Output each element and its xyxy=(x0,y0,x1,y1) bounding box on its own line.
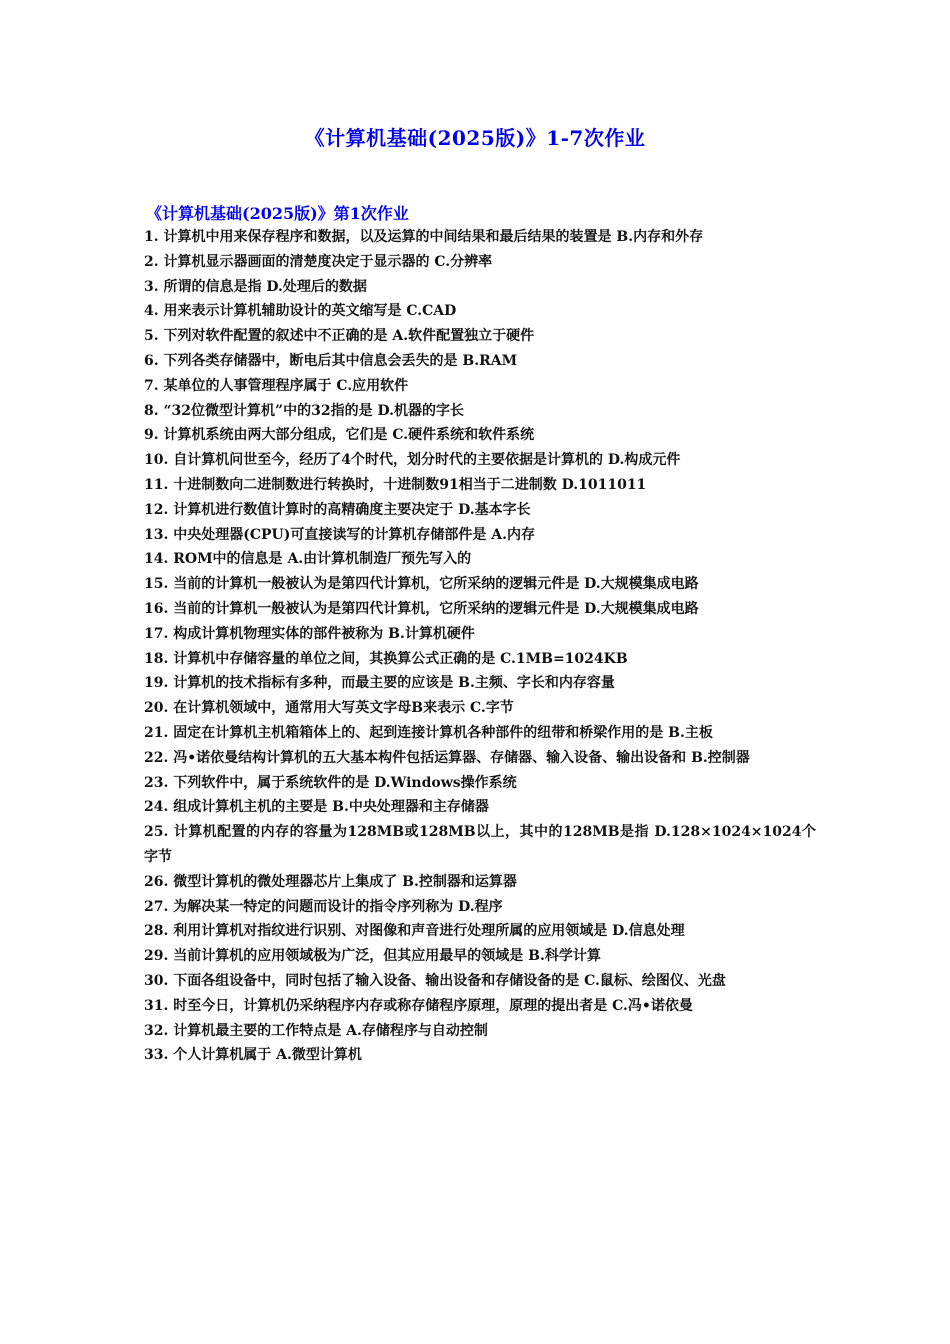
question-item xyxy=(144,746,816,771)
question-text: 微型计算机的微处理器芯片上集成了 xyxy=(173,873,398,890)
question-item xyxy=(144,349,816,374)
answer-text: C.CAD xyxy=(406,303,457,320)
answer-text: B.科学计算 xyxy=(528,948,601,965)
question-item xyxy=(144,597,816,622)
question-number: 26. xyxy=(144,873,169,890)
question-number: 23. xyxy=(144,774,169,791)
question-text: 自计算机问世至今，经历了4个时代，划分时代的主要依据是计算机的 xyxy=(173,452,603,469)
question-item xyxy=(144,572,816,597)
question-text: 下列对软件配置的叙述中不正确的是 xyxy=(163,328,388,345)
question-number: 9. xyxy=(144,427,159,444)
question-number: 7. xyxy=(144,377,159,394)
question-text: 下面各组设备中，同时包括了输入设备、输出设备和存储设备的是 xyxy=(173,972,580,989)
question-item xyxy=(144,820,816,870)
question-number: 3. xyxy=(144,278,159,295)
question-number: 33. xyxy=(144,1047,169,1064)
question-item xyxy=(144,919,816,944)
question-item xyxy=(144,275,816,300)
answer-text: C.应用软件 xyxy=(336,377,409,394)
answer-text: D.程序 xyxy=(458,898,503,915)
answer-text: C.冯•诺依曼 xyxy=(612,997,693,1014)
question-item xyxy=(144,969,816,994)
question-number: 14. xyxy=(144,551,169,568)
question-text: 计算机中存储容量的单位之间，其换算公式正确的是 xyxy=(173,650,496,667)
question-text: “32位微型计算机”中的32指的是 xyxy=(163,402,373,419)
question-item xyxy=(144,547,816,572)
question-item xyxy=(144,870,816,895)
question-number: 8. xyxy=(144,402,159,419)
question-text: 为解决某一特定的问题而设计的指令序列称为 xyxy=(173,898,454,915)
question-text: 所谓的信息是指 xyxy=(163,278,262,295)
question-number: 18. xyxy=(144,650,169,667)
question-item xyxy=(144,771,816,796)
answer-text: B.中央处理器和主存储器 xyxy=(332,799,489,816)
answer-text: B.计算机硬件 xyxy=(388,625,475,642)
question-item xyxy=(144,250,816,275)
question-item xyxy=(144,795,816,820)
answer-text: C.1MB=1024KB xyxy=(500,650,628,667)
answer-text: D.基本字长 xyxy=(458,501,531,518)
answer-text: A.由计算机制造厂预先写入的 xyxy=(287,551,472,568)
question-item xyxy=(144,423,816,448)
question-number: 2. xyxy=(144,253,159,270)
question-number: 13. xyxy=(144,526,169,543)
question-item xyxy=(144,721,816,746)
answer-text: D.大规模集成电路 xyxy=(584,600,699,617)
question-text: 十进制数向二进制数进行转换时，十进制数91相当于二进制数 xyxy=(173,476,557,493)
question-item xyxy=(144,647,816,672)
answer-text: B.RAM xyxy=(462,352,518,369)
question-text: 计算机进行数值计算时的高精确度主要决定于 xyxy=(173,501,454,518)
answer-text: A.存储程序与自动控制 xyxy=(346,1022,488,1039)
answer-text: C.硬件系统和软件系统 xyxy=(392,427,535,444)
question-text: 在计算机领域中，通常用大写英文字母B来表示 xyxy=(173,700,466,717)
answer-text: C.字节 xyxy=(469,700,514,717)
question-text: 当前计算机的应用领域极为广泛，但其应用最早的领域是 xyxy=(173,948,524,965)
answer-text: A.微型计算机 xyxy=(276,1047,362,1064)
answer-text: B.主板 xyxy=(668,724,713,741)
question-number: 12. xyxy=(144,501,169,518)
question-text: ROM中的信息是 xyxy=(173,551,283,568)
answer-text: C.鼠标、绘图仪、光盘 xyxy=(584,972,726,989)
question-text: 下列各类存储器中，断电后其中信息会丢失的是 xyxy=(163,352,458,369)
question-number: 4. xyxy=(144,303,159,320)
question-item xyxy=(144,1019,816,1044)
question-number: 1. xyxy=(144,229,159,245)
question-text: 构成计算机物理实体的部件被称为 xyxy=(173,625,384,642)
question-item xyxy=(144,523,816,548)
question-item xyxy=(144,399,816,424)
question-number: 16. xyxy=(144,600,169,617)
question-number: 27. xyxy=(144,898,169,915)
question-text: 计算机的技术指标有多种，而最主要的应该是 xyxy=(173,675,454,692)
question-number: 6. xyxy=(144,352,159,369)
question-text: 冯•诺依曼结构计算机的五大基本构件包括运算器、存储器、输入设备、输出设备和 xyxy=(173,749,687,766)
question-number: 5. xyxy=(144,328,159,345)
answer-text: D.构成元件 xyxy=(607,452,681,469)
answer-text: A.软件配置独立于硬件 xyxy=(392,328,535,345)
question-number: 29. xyxy=(144,948,169,965)
question-number: 10. xyxy=(144,452,169,469)
document-title: 《计算机基础(2025版)》1-7次作业 xyxy=(304,126,646,150)
question-number: 25. xyxy=(144,824,169,841)
question-number: 31. xyxy=(144,997,169,1014)
question-text: 计算机配置的内存的容量为128MB或128MB以上，其中的128MB是指 xyxy=(173,824,650,841)
answer-text: B.控制器 xyxy=(691,749,750,766)
question-text: 中央处理器(CPU)可直接读写的计算机存储部件是 xyxy=(173,526,487,543)
answer-text: B.内存和外存 xyxy=(616,229,704,245)
question-number: 21. xyxy=(144,724,169,741)
question-number: 15. xyxy=(144,576,169,593)
answer-text: D.信息处理 xyxy=(612,923,685,940)
question-text: 计算机中用来保存程序和数据，以及运算的中间结果和最后结果的装置是 xyxy=(163,229,612,245)
question-item xyxy=(144,1043,816,1068)
question-number: 32. xyxy=(144,1022,169,1039)
question-item xyxy=(144,448,816,473)
question-number: 24. xyxy=(144,799,169,816)
answer-text: A.内存 xyxy=(491,526,535,543)
question-text: 下列软件中，属于系统软件的是 xyxy=(173,774,370,791)
question-text: 计算机最主要的工作特点是 xyxy=(173,1022,342,1039)
answer-text: B.控制器和运算器 xyxy=(402,873,517,890)
question-text: 当前的计算机一般被认为是第四代计算机，它所采纳的逻辑元件是 xyxy=(173,576,580,593)
question-number: 30. xyxy=(144,972,169,989)
question-number: 28. xyxy=(144,923,169,940)
question-text: 计算机显示器画面的清楚度决定于显示器的 xyxy=(163,253,430,270)
answer-text: D.128×1024×1024个字节 xyxy=(144,824,816,865)
question-number: 22. xyxy=(144,749,169,766)
question-item xyxy=(144,622,816,647)
question-item xyxy=(144,994,816,1019)
question-item xyxy=(144,498,816,523)
question-item xyxy=(144,944,816,969)
question-item xyxy=(144,895,816,920)
answer-text: B.主频、字长和内存容量 xyxy=(458,675,615,692)
answer-text: C.分辨率 xyxy=(434,253,493,270)
question-text: 某单位的人事管理程序属于 xyxy=(163,377,332,394)
question-text: 当前的计算机一般被认为是第四代计算机，它所采纳的逻辑元件是 xyxy=(173,600,580,617)
question-item xyxy=(144,225,816,250)
question-number: 20. xyxy=(144,700,169,717)
question-item xyxy=(144,374,816,399)
answer-text: D.机器的字长 xyxy=(377,402,464,419)
question-text: 时至今日，计算机仍采纳程序内存或称存储程序原理，原理的提出者是 xyxy=(173,997,608,1014)
question-text: 个人计算机属于 xyxy=(173,1047,272,1064)
question-number: 19. xyxy=(144,675,169,692)
question-number: 11. xyxy=(144,476,169,493)
question-item xyxy=(144,324,816,349)
question-list xyxy=(144,225,816,1068)
answer-text: D.大规模集成电路 xyxy=(584,576,699,593)
question-text: 计算机系统由两大部分组成，它们是 xyxy=(163,427,388,444)
question-item xyxy=(144,299,816,324)
question-item xyxy=(144,473,816,498)
question-item xyxy=(144,671,816,696)
question-item xyxy=(144,696,816,721)
question-text: 用来表示计算机辅助设计的英文缩写是 xyxy=(163,303,402,320)
answer-text: D.处理后的数据 xyxy=(266,278,367,295)
question-text: 固定在计算机主机箱箱体上的、起到连接计算机各种部件的纽带和桥梁作用的是 xyxy=(173,724,664,741)
section-heading: 《计算机基础(2025版)》第1次作业 xyxy=(146,204,409,223)
question-text: 利用计算机对指纹进行识别、对图像和声音进行处理所属的应用领域是 xyxy=(173,923,608,940)
answer-text: D.Windows操作系统 xyxy=(374,774,517,791)
question-text: 组成计算机主机的主要是 xyxy=(173,799,328,816)
question-number: 17. xyxy=(144,625,169,642)
answer-text: D.1011011 xyxy=(561,476,647,493)
